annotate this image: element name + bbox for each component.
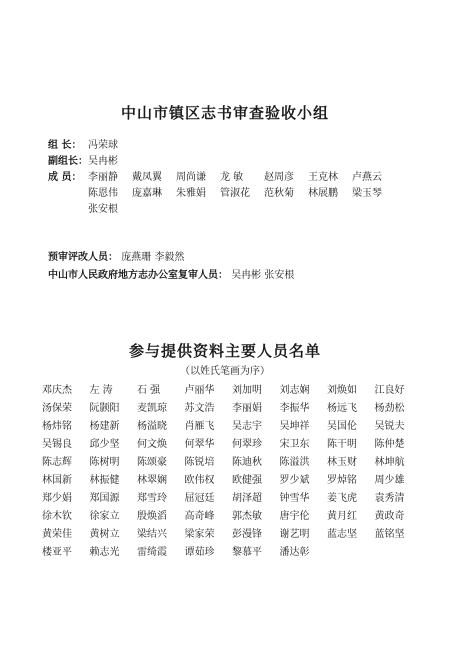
contributor-name: 陈志辉: [42, 457, 72, 468]
member-name: 张安根: [88, 204, 118, 215]
member-name: 卢燕云: [352, 172, 382, 183]
contributor-name: 陈溢洪: [279, 457, 310, 468]
final-reviewers-names: 吴冉彬 张安根: [231, 270, 295, 281]
contributor-name: 刘焕如: [327, 385, 357, 396]
contributor-name: 陈树明: [89, 457, 120, 468]
leader-label: 组 长：: [48, 140, 82, 151]
contributor-name: 蓝志坚: [327, 529, 357, 540]
contributor-name: 苏文浩: [184, 403, 215, 414]
contributor-name: 殷焕滔: [137, 511, 167, 522]
contributor-name: 林坤航: [374, 457, 405, 468]
contributor-name: 屈冠廷: [184, 493, 215, 504]
member-name: 林展鹏: [308, 188, 338, 199]
contributor-name: 唐宇伦: [279, 511, 310, 522]
contributor-name: 麦凯琼: [137, 403, 167, 414]
member-name: 赵周彦: [264, 172, 294, 183]
contributor-name: 林振健: [89, 475, 120, 486]
deputy-name: 吴冉彬: [88, 156, 118, 167]
deputy-label: 副组长：: [48, 156, 88, 167]
final-reviewers-line: [48, 267, 294, 285]
contributor-name: 石 强: [137, 385, 161, 396]
reviewers-block: [48, 249, 294, 285]
contributor-name: 梁结兴: [137, 529, 167, 540]
member-name: 戴凤翼: [132, 172, 162, 183]
contributor-name: 邓庆杰: [42, 385, 72, 396]
contributor-name: 李丽娟: [232, 403, 262, 414]
member-name: 朱雅娟: [176, 188, 206, 199]
contributor-name: 江良好: [374, 385, 405, 396]
contributor-name: 蓝铭坚: [374, 529, 405, 540]
contributor-name: 吴锡良: [42, 439, 72, 450]
contributor-name: 袁秀清: [374, 493, 405, 504]
member-name: 梁玉琴: [352, 188, 382, 199]
contributor-name: 阮颢阳: [89, 403, 120, 414]
members-grid: [88, 170, 395, 218]
member-name: 陈恩伟: [88, 188, 118, 199]
contributor-name: 郭杰敏: [232, 511, 262, 522]
final-reviewers-label: 中山市人民政府地方志办公室复审人员：: [48, 270, 228, 281]
contributor-name: 杨劲松: [374, 403, 405, 414]
contributor-name: 吴坤祥: [279, 421, 310, 432]
contributor-name: 黄月红: [327, 511, 357, 522]
contributor-name: 罗焯铭: [327, 475, 357, 486]
contributor-name: 陈颂豪: [137, 457, 167, 468]
deputy-row: [48, 154, 395, 170]
leader-row: [48, 138, 395, 154]
contributor-name: 郑国源: [89, 493, 120, 504]
contributor-name: 欧健强: [232, 475, 262, 486]
contributor-name: 黄政奇: [374, 511, 405, 522]
pre-reviewers-line: [48, 249, 294, 267]
contributor-name: 邱少坚: [89, 439, 120, 450]
contributor-name: 胡泽超: [232, 493, 262, 504]
contributor-name: 潘达彰: [279, 547, 310, 558]
contributor-name: 何翠华: [184, 439, 215, 450]
contributor-name: 罗少斌: [279, 475, 310, 486]
contributor-name: 周少雄: [374, 475, 405, 486]
contributor-name: 肖雁飞: [184, 421, 215, 432]
contributor-name: 楼亚平: [42, 547, 72, 558]
contributor-name: 杨远飞: [327, 403, 357, 414]
members-row: [48, 170, 395, 218]
contributor-name: 林玉财: [327, 457, 357, 468]
contributors-title: 参与提供资料主要人员名单: [128, 342, 321, 360]
contributor-name: 汤保荣: [42, 403, 72, 414]
contributor-name: 林翠娴: [137, 475, 167, 486]
committee-roles: [48, 138, 395, 218]
leader-name: 冯荣球: [88, 140, 118, 151]
contributor-name: 钟雪华: [279, 493, 310, 504]
contributors-grid: [42, 384, 422, 560]
contributor-name: 黄树立: [89, 529, 120, 540]
contributor-name: 宋卫东: [279, 439, 310, 450]
contributor-name: 黄荣佳: [42, 529, 72, 540]
contributor-name: 欧伟权: [184, 475, 215, 486]
member-name: 龙 敏: [220, 172, 244, 183]
pre-reviewers-label: 预审评改人员：: [48, 252, 118, 263]
contributor-name: 郑雪玲: [137, 493, 167, 504]
member-name: 庞嘉琳: [132, 188, 162, 199]
contributor-name: 杨炜铭: [42, 421, 72, 432]
member-name: 管淑花: [220, 188, 250, 199]
member-name: 范秋菊: [264, 188, 294, 199]
contributor-name: 姜飞虎: [327, 493, 357, 504]
committee-title: 中山市镇区志书审查验收小组: [120, 104, 329, 122]
contributor-name: 杨溢晓: [137, 421, 167, 432]
members-label: 成 员：: [48, 172, 82, 183]
contributor-name: 徐木钦: [42, 511, 72, 522]
contributor-name: 林国新: [42, 475, 72, 486]
contributor-name: 陈干明: [327, 439, 357, 450]
contributor-name: 刘志娴: [279, 385, 310, 396]
contributor-name: 吴志宇: [232, 421, 262, 432]
pre-reviewers-names: 庞燕珊 李毅然: [121, 252, 185, 263]
contributors-subtitle: （以姓氏笔画为序）: [180, 366, 270, 377]
member-name: 王克林: [308, 172, 338, 183]
contributor-name: 彭漫锋: [232, 529, 262, 540]
contributor-name: 郑少娟: [42, 493, 72, 504]
contributor-name: 梁家荣: [184, 529, 215, 540]
contributor-name: 黎慕平: [232, 547, 262, 558]
contributor-name: 卢丽华: [184, 385, 215, 396]
contributor-name: 杨建新: [89, 421, 120, 432]
contributor-name: 谭茹珍: [184, 547, 215, 558]
contributor-name: 高奇峰: [184, 511, 215, 522]
contributor-name: 左 涛: [89, 385, 113, 396]
member-name: 周尚谦: [176, 172, 206, 183]
contributor-name: 何翠珍: [232, 439, 262, 450]
contributor-name: 吴国伦: [327, 421, 357, 432]
contributor-name: 徐家立: [89, 511, 120, 522]
contributor-name: 何文焕: [137, 439, 167, 450]
member-name: 李丽静: [88, 172, 118, 183]
contributor-name: 赖志光: [89, 547, 120, 558]
contributor-name: 谢艺明: [279, 529, 310, 540]
contributor-name: 雷绮霞: [137, 547, 167, 558]
contributor-name: 李振华: [279, 403, 310, 414]
contributor-name: 吴锐夫: [374, 421, 405, 432]
contributor-name: 陈仲楚: [374, 439, 405, 450]
contributor-name: 陈锐培: [184, 457, 215, 468]
contributor-name: 刘加明: [232, 385, 262, 396]
contributor-name: 陈迪秋: [232, 457, 262, 468]
